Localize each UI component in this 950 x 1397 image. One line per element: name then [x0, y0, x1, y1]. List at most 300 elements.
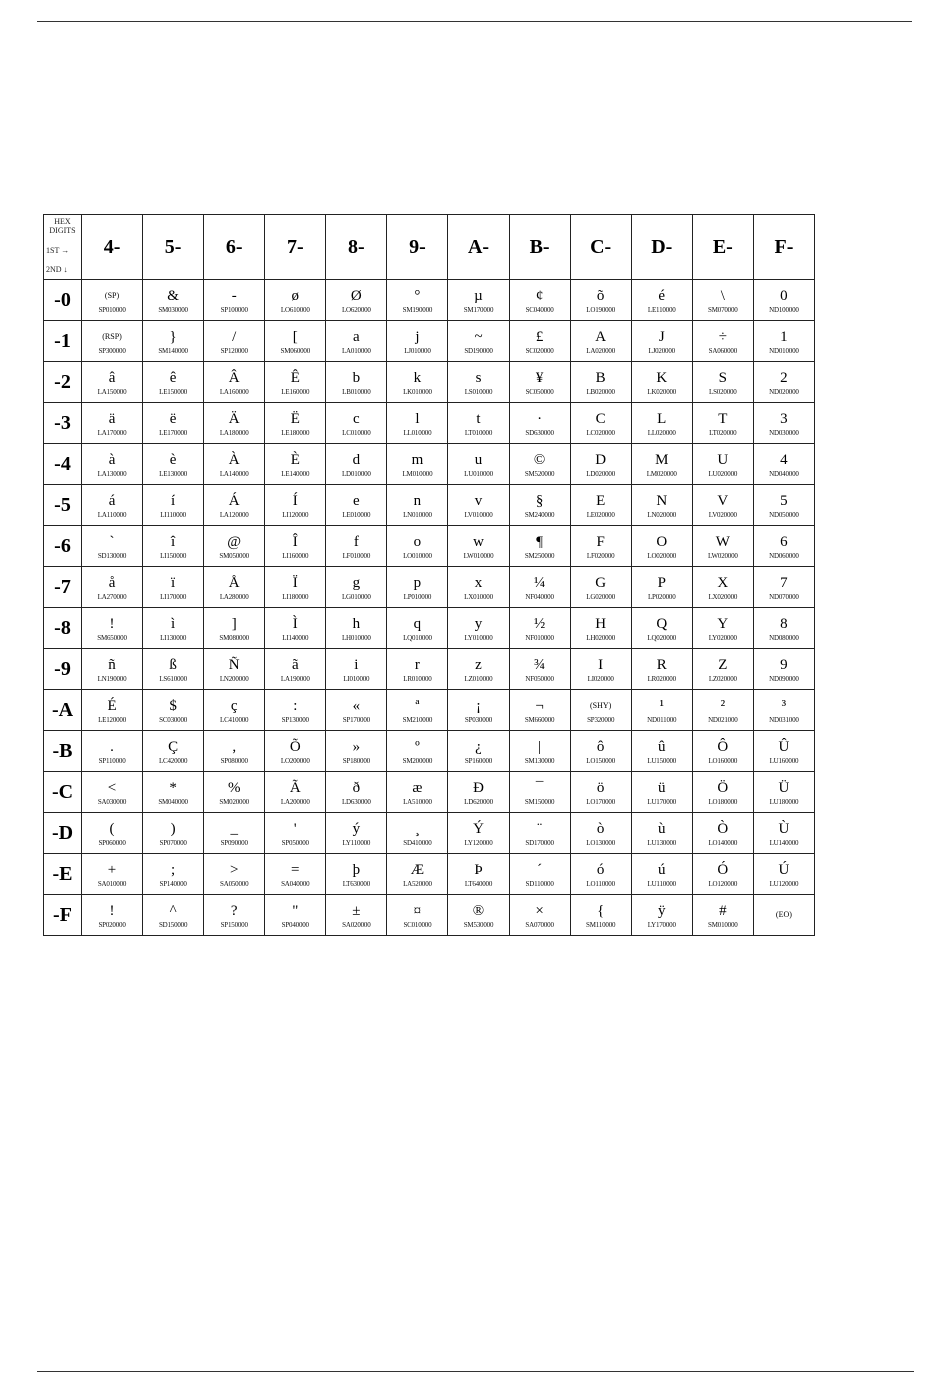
character-cell — [326, 280, 387, 321]
character-cell — [387, 485, 448, 526]
character-glyph: ¤ — [413, 902, 422, 919]
character-glyph: = — [291, 861, 300, 878]
character-glyph: º — [415, 738, 420, 755]
character-id-code: LR020000 — [647, 674, 676, 683]
character-id-code: LC410000 — [220, 715, 249, 724]
row-header: -1 — [44, 321, 82, 362]
code-page-table — [43, 214, 815, 936]
character-cell — [326, 608, 387, 649]
character-id-code: LO140000 — [708, 838, 738, 847]
character-cell — [570, 485, 631, 526]
character-cell — [570, 731, 631, 772]
character-id-code: LH020000 — [586, 633, 616, 642]
character-id-code: LU120000 — [769, 879, 799, 888]
character-glyph: [ — [292, 328, 298, 345]
character-cell — [387, 280, 448, 321]
character-id-code: LV010000 — [464, 510, 493, 519]
row-header: -6 — [44, 526, 82, 567]
character-cell — [448, 403, 509, 444]
character-id-code: LB020000 — [586, 387, 615, 396]
character-id-code: LQ010000 — [403, 633, 432, 642]
character-glyph: @ — [227, 533, 242, 550]
character-glyph: ¹ — [659, 697, 664, 714]
character-glyph: ¿ — [475, 738, 482, 755]
character-cell — [448, 526, 509, 567]
character-cell — [204, 362, 265, 403]
character-id-code: LU130000 — [647, 838, 677, 847]
character-cell — [509, 690, 570, 731]
character-glyph: { — [597, 902, 605, 919]
character-cell — [570, 280, 631, 321]
character-glyph: ï — [171, 574, 176, 591]
second-digit-label: 2ND ↓ — [46, 265, 68, 274]
character-id-code: SA020000 — [342, 920, 371, 929]
character-glyph: 0 — [780, 287, 788, 304]
character-id-code: LE170000 — [159, 428, 188, 437]
character-id-code: ND050000 — [769, 510, 799, 519]
character-glyph: g — [352, 574, 361, 591]
character-glyph: ? — [230, 902, 238, 919]
character-glyph: á — [108, 492, 116, 509]
character-id-code: LI180000 — [282, 592, 309, 601]
character-cell — [631, 772, 692, 813]
character-glyph: W — [715, 533, 730, 550]
character-id-code: LA190000 — [280, 674, 310, 683]
character-cell — [509, 485, 570, 526]
character-cell — [753, 444, 814, 485]
character-cell — [265, 567, 326, 608]
character-id-code: LP010000 — [403, 592, 432, 601]
character-id-code: LA020000 — [586, 346, 616, 355]
character-id-code: ND090000 — [769, 674, 799, 683]
character-id-code: LN020000 — [647, 510, 677, 519]
character-glyph: n — [413, 492, 422, 509]
character-cell — [631, 731, 692, 772]
character-glyph: Ì — [292, 615, 298, 632]
character-cell — [753, 854, 814, 895]
row-header: -A — [44, 690, 82, 731]
character-id-code: LT020000 — [709, 428, 737, 437]
character-id-code: LO190000 — [586, 305, 616, 314]
character-cell — [326, 362, 387, 403]
table-row — [44, 485, 815, 526]
character-cell — [265, 362, 326, 403]
character-id-code: SC010000 — [403, 920, 432, 929]
table-row — [44, 403, 815, 444]
character-id-code: SM080000 — [219, 633, 249, 642]
character-glyph: , — [232, 738, 237, 755]
character-glyph: (RSP) — [102, 331, 122, 341]
character-id-code: SP020000 — [98, 920, 126, 929]
character-id-code: LC420000 — [158, 756, 188, 765]
character-cell — [692, 485, 753, 526]
character-id-code: ND070000 — [769, 592, 799, 601]
character-glyph: u — [474, 451, 483, 468]
character-cell — [509, 403, 570, 444]
character-glyph: ù — [657, 820, 666, 837]
character-id-code: LX010000 — [464, 592, 493, 601]
character-cell — [631, 608, 692, 649]
character-glyph: } — [169, 328, 177, 345]
top-rule — [37, 21, 912, 22]
row-header: -5 — [44, 485, 82, 526]
character-glyph: ñ — [108, 656, 116, 673]
character-cell — [326, 526, 387, 567]
character-glyph: / — [232, 328, 237, 345]
character-glyph: " — [292, 902, 299, 919]
character-id-code: LI170000 — [160, 592, 187, 601]
character-glyph: ¥ — [535, 369, 544, 386]
column-header: 9- — [387, 215, 448, 280]
character-id-code: LN200000 — [219, 674, 249, 683]
character-cell — [570, 895, 631, 936]
character-id-code: LA150000 — [97, 387, 127, 396]
character-id-code: SM140000 — [158, 346, 188, 355]
character-id-code: SM250000 — [524, 551, 555, 560]
character-id-code: LC020000 — [586, 428, 615, 437]
character-id-code: ND080000 — [769, 633, 799, 642]
character-glyph: N — [656, 492, 668, 509]
character-glyph: Û — [778, 738, 790, 755]
character-glyph: 6 — [780, 533, 788, 550]
character-cell — [143, 731, 204, 772]
character-glyph: > — [229, 861, 239, 878]
character-glyph: p — [413, 574, 422, 591]
character-id-code: LZ010000 — [464, 674, 493, 683]
character-cell — [509, 444, 570, 485]
character-id-code: LO130000 — [586, 838, 616, 847]
character-id-code: ND021000 — [708, 715, 738, 724]
character-id-code: LX020000 — [708, 592, 738, 601]
character-glyph: 4 — [780, 451, 788, 468]
character-glyph: B — [595, 369, 606, 386]
character-cell — [448, 485, 509, 526]
character-glyph: 5 — [780, 492, 788, 509]
character-id-code: SC020000 — [525, 346, 554, 355]
character-glyph: » — [352, 738, 361, 755]
character-cell — [448, 731, 509, 772]
character-cell — [509, 362, 570, 403]
character-cell — [753, 567, 814, 608]
character-id-code: LO610000 — [280, 305, 310, 314]
character-glyph: % — [227, 779, 241, 796]
character-cell — [143, 649, 204, 690]
character-glyph: c — [353, 410, 360, 427]
character-cell — [570, 444, 631, 485]
character-glyph: $ — [169, 697, 177, 714]
character-id-code: SM130000 — [524, 756, 555, 765]
character-cell — [570, 813, 631, 854]
character-glyph: ; — [171, 861, 176, 878]
character-id-code: LO150000 — [586, 756, 616, 765]
character-id-code: LY170000 — [647, 920, 676, 929]
character-glyph: Ñ — [228, 656, 240, 673]
character-glyph: ó — [596, 861, 605, 878]
character-glyph: ã — [291, 656, 299, 673]
character-cell — [204, 280, 265, 321]
character-cell — [631, 649, 692, 690]
character-cell — [82, 854, 143, 895]
character-cell — [448, 362, 509, 403]
character-glyph: ³ — [781, 697, 787, 714]
character-id-code: SP010000 — [98, 305, 126, 314]
character-glyph: ` — [109, 533, 115, 550]
character-id-code: LI010000 — [343, 674, 370, 683]
character-cell — [448, 772, 509, 813]
character-cell — [509, 813, 570, 854]
character-id-code: SM650000 — [97, 633, 127, 642]
character-glyph: d — [352, 451, 361, 468]
character-cell — [509, 321, 570, 362]
character-id-code: SM660000 — [524, 715, 555, 724]
character-cell — [143, 608, 204, 649]
character-glyph: P — [657, 574, 666, 591]
character-cell — [509, 772, 570, 813]
character-cell — [448, 280, 509, 321]
character-glyph: E — [596, 492, 606, 509]
character-cell — [753, 485, 814, 526]
character-cell — [387, 362, 448, 403]
character-cell — [204, 321, 265, 362]
character-id-code: SP070000 — [159, 838, 187, 847]
character-cell — [509, 526, 570, 567]
character-glyph: é — [658, 287, 666, 304]
character-id-code: LA520000 — [403, 879, 432, 888]
character-cell — [692, 444, 753, 485]
character-glyph: b — [352, 369, 361, 386]
character-id-code: LA200000 — [280, 797, 310, 806]
character-glyph: ò — [596, 820, 605, 837]
character-cell — [631, 813, 692, 854]
character-cell — [82, 690, 143, 731]
character-glyph: ð — [352, 779, 361, 796]
character-id-code: LK020000 — [647, 387, 677, 396]
character-glyph: ý — [352, 820, 361, 837]
character-glyph: Á — [228, 492, 240, 509]
character-cell — [82, 649, 143, 690]
character-cell — [82, 731, 143, 772]
character-cell — [143, 485, 204, 526]
character-cell — [265, 854, 326, 895]
character-cell — [692, 649, 753, 690]
character-glyph: o — [413, 533, 422, 550]
character-cell — [448, 895, 509, 936]
character-id-code: LU140000 — [769, 838, 799, 847]
character-id-code: LE020000 — [586, 510, 615, 519]
character-cell — [387, 526, 448, 567]
character-cell — [448, 321, 509, 362]
character-glyph: (SP) — [104, 290, 120, 300]
character-cell — [631, 895, 692, 936]
character-id-code: SM150000 — [524, 797, 555, 806]
character-id-code: LO020000 — [647, 551, 677, 560]
character-id-code: LI130000 — [160, 633, 187, 642]
character-id-code: LY120000 — [464, 838, 493, 847]
character-id-code: LA510000 — [403, 797, 432, 806]
column-header: D- — [631, 215, 692, 280]
character-glyph: J — [658, 328, 665, 345]
character-id-code: LU160000 — [769, 756, 799, 765]
character-id-code: LE180000 — [281, 428, 310, 437]
character-id-code: LT640000 — [464, 879, 493, 888]
character-glyph: ü — [657, 779, 666, 796]
character-glyph: å — [108, 574, 116, 591]
character-id-code: SM060000 — [280, 346, 311, 355]
character-glyph: · — [537, 410, 543, 427]
character-cell — [692, 690, 753, 731]
row-header: -3 — [44, 403, 82, 444]
character-id-code: LK010000 — [403, 387, 432, 396]
character-cell — [631, 403, 692, 444]
character-cell — [265, 526, 326, 567]
character-id-code: SP130000 — [281, 715, 309, 724]
character-cell — [326, 772, 387, 813]
character-id-code: SA040000 — [281, 879, 310, 888]
character-glyph: v — [474, 492, 483, 509]
character-cell — [204, 690, 265, 731]
character-cell — [692, 813, 753, 854]
character-id-code: LT630000 — [342, 879, 370, 888]
character-id-code: LZ020000 — [708, 674, 737, 683]
character-id-code: LD010000 — [341, 469, 371, 478]
character-cell — [82, 280, 143, 321]
character-cell — [143, 403, 204, 444]
character-cell — [692, 895, 753, 936]
table-row — [44, 608, 815, 649]
character-id-code: LO160000 — [708, 756, 738, 765]
table-row — [44, 772, 815, 813]
character-cell — [82, 444, 143, 485]
character-glyph: ¡ — [476, 697, 481, 714]
character-cell — [692, 731, 753, 772]
character-id-code: LN010000 — [403, 510, 432, 519]
character-cell — [143, 444, 204, 485]
character-glyph: Ò — [717, 820, 729, 837]
character-cell — [204, 403, 265, 444]
character-glyph: G — [595, 574, 607, 591]
character-id-code: SP040000 — [281, 920, 309, 929]
character-cell — [509, 731, 570, 772]
character-id-code: LO170000 — [586, 797, 616, 806]
character-glyph: ÷ — [718, 328, 727, 345]
character-glyph: à — [108, 451, 116, 468]
table-row — [44, 813, 815, 854]
character-glyph: Ó — [717, 861, 729, 878]
character-id-code: LV020000 — [708, 510, 737, 519]
character-id-code: SM070000 — [708, 305, 738, 314]
character-cell — [631, 526, 692, 567]
character-cell — [265, 485, 326, 526]
character-glyph: ° — [414, 287, 421, 304]
character-cell — [326, 485, 387, 526]
character-cell — [631, 690, 692, 731]
character-glyph: L — [657, 410, 667, 427]
character-id-code: LH010000 — [341, 633, 371, 642]
character-id-code: ND010000 — [769, 346, 799, 355]
row-header: -2 — [44, 362, 82, 403]
character-id-code: SA010000 — [97, 879, 127, 888]
character-glyph: Ö — [717, 779, 729, 796]
character-id-code: SA030000 — [97, 797, 127, 806]
character-glyph: ä — [108, 410, 116, 427]
character-glyph: Ô — [717, 738, 729, 755]
character-cell — [570, 772, 631, 813]
character-glyph: D — [595, 451, 607, 468]
character-glyph: . — [110, 738, 114, 755]
character-cell — [570, 526, 631, 567]
character-glyph: T — [718, 410, 728, 427]
character-id-code: SP100000 — [220, 305, 248, 314]
character-id-code: LG010000 — [341, 592, 371, 601]
character-glyph: ª — [415, 697, 420, 714]
column-header-row — [44, 215, 815, 280]
character-glyph: # — [719, 902, 727, 919]
character-id-code: LO010000 — [403, 551, 432, 560]
character-id-code: LD620000 — [464, 797, 493, 806]
character-glyph: : — [293, 697, 298, 714]
character-glyph: ( — [109, 820, 115, 837]
character-glyph: + — [107, 861, 117, 878]
character-id-code: SM050000 — [219, 551, 249, 560]
character-id-code: LA130000 — [97, 469, 127, 478]
character-id-code: LA160000 — [219, 387, 249, 396]
character-glyph: * — [169, 779, 177, 796]
character-id-code: SM110000 — [586, 920, 616, 929]
character-glyph: É — [107, 697, 117, 714]
character-cell — [753, 813, 814, 854]
character-id-code: SM240000 — [524, 510, 555, 519]
character-cell — [387, 321, 448, 362]
character-id-code: LE130000 — [159, 469, 188, 478]
character-id-code: LE010000 — [342, 510, 371, 519]
character-id-code: LA110000 — [97, 510, 127, 519]
character-cell — [204, 854, 265, 895]
character-id-code: SP320000 — [587, 715, 615, 724]
character-glyph: a — [353, 328, 360, 345]
character-glyph: i — [354, 656, 359, 673]
hex-digits-corner — [44, 215, 82, 280]
character-cell — [753, 321, 814, 362]
table-row — [44, 526, 815, 567]
character-glyph: È — [290, 451, 300, 468]
character-id-code: ND020000 — [769, 387, 799, 396]
character-id-code: SP160000 — [464, 756, 493, 765]
character-id-code: LQ020000 — [647, 633, 677, 642]
character-glyph: Ú — [778, 861, 790, 878]
character-id-code: LO120000 — [708, 879, 738, 888]
column-header: C- — [570, 215, 631, 280]
character-glyph: Í — [292, 492, 298, 509]
character-id-code: SA050000 — [220, 879, 249, 888]
character-glyph: ú — [657, 861, 666, 878]
character-id-code: SP080000 — [220, 756, 248, 765]
column-header: 7- — [265, 215, 326, 280]
character-glyph: Å — [228, 574, 240, 591]
character-id-code: NF040000 — [525, 592, 554, 601]
character-cell — [509, 280, 570, 321]
character-cell — [326, 444, 387, 485]
table-row — [44, 731, 815, 772]
column-header: 4- — [82, 215, 143, 280]
character-cell — [326, 690, 387, 731]
character-id-code: SM020000 — [219, 797, 249, 806]
character-id-code: LS010000 — [464, 387, 493, 396]
character-cell — [448, 567, 509, 608]
table-row — [44, 895, 815, 936]
character-glyph: § — [535, 492, 544, 509]
character-glyph: z — [475, 656, 482, 673]
character-id-code: LU110000 — [647, 879, 676, 888]
